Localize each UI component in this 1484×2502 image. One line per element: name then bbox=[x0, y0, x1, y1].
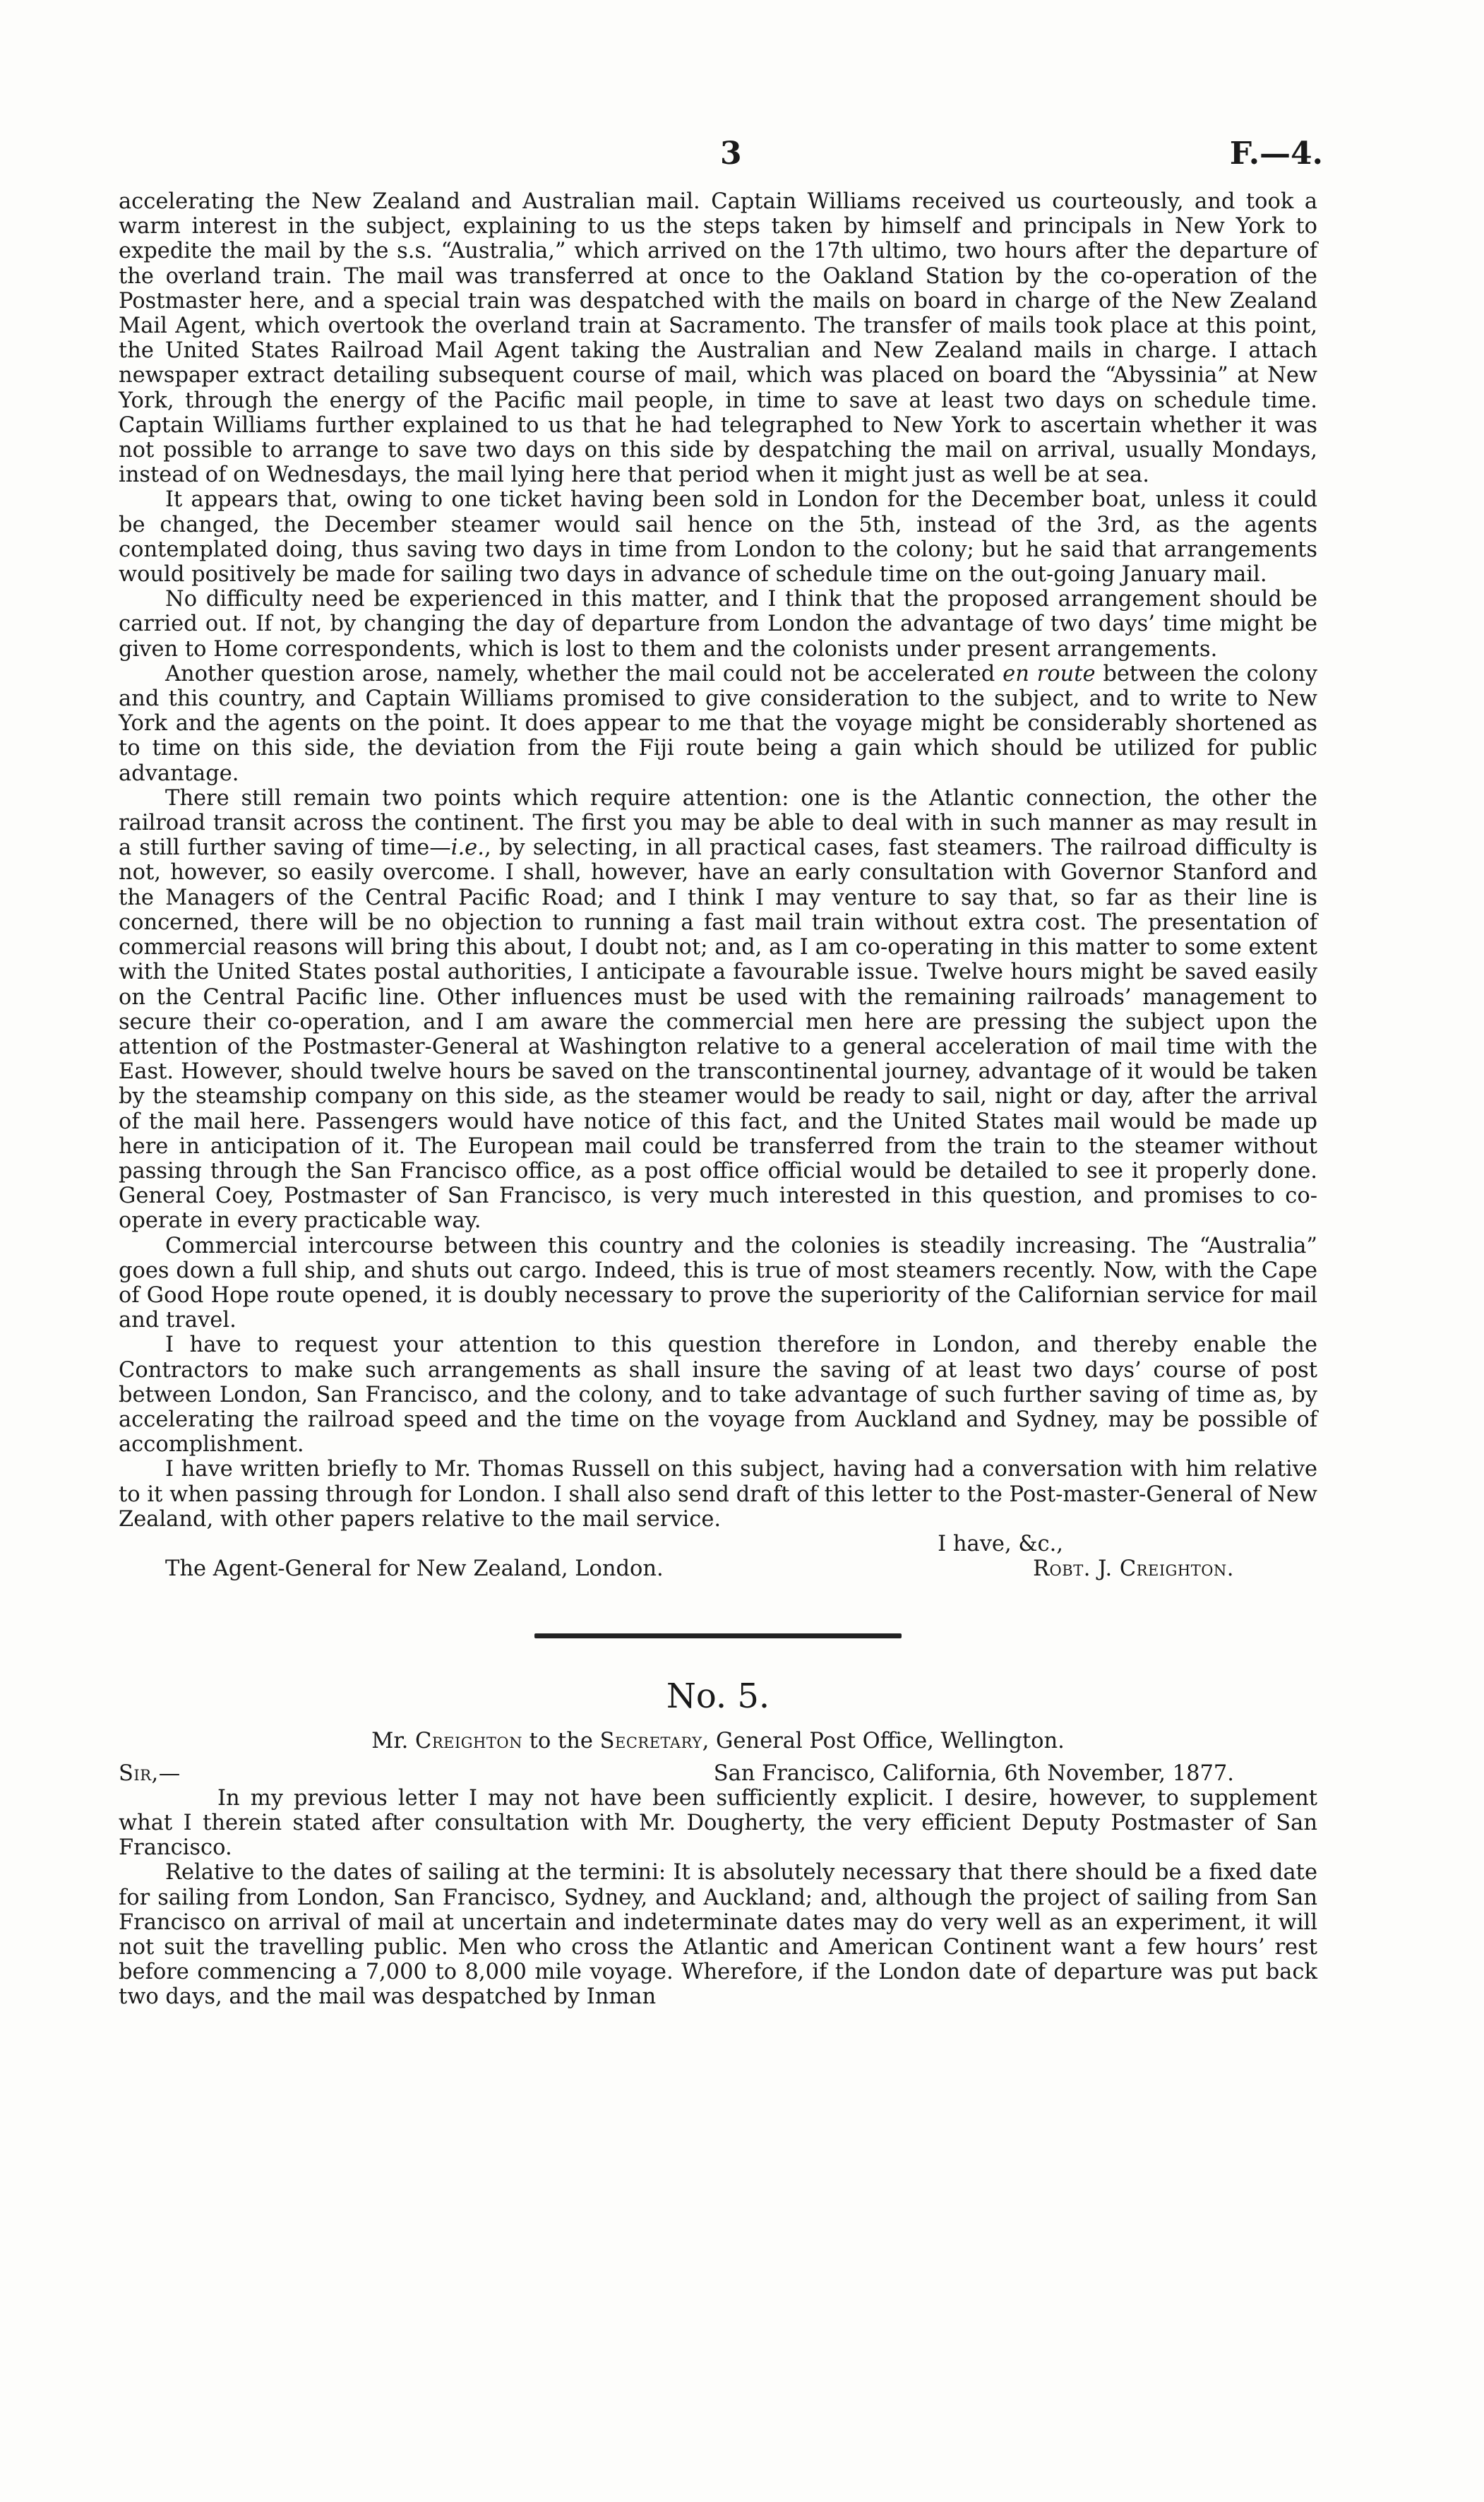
letter-5-paragraph-1: In my previous letter I may not have been sufficiently explicit. I desire, however, to supplement what I therein stated after consultation with Mr. Dougherty, the very efficient Deputy Postmaster of San Francisco. bbox=[119, 1785, 1317, 1861]
subheading-to: to the bbox=[522, 1729, 600, 1754]
italic-en-route: en route bbox=[1003, 661, 1096, 686]
letter-no-5 bbox=[119, 1676, 1317, 2009]
letter-subheading bbox=[119, 1729, 1317, 1753]
page-header bbox=[0, 136, 1484, 178]
letter-no-4-continuation bbox=[119, 189, 1317, 1581]
closing-formula: I have, &c., bbox=[938, 1531, 1063, 1556]
signature-row bbox=[119, 1556, 1317, 1581]
paragraph-6: Commercial intercourse between this country and the colonies is steadily increasing. The “Australia” goes down a full ship, and shuts out cargo. Indeed, this is true of most steamers recently. Now, with the Cape of Good Hope route opened, it is doubly necessary to prove the superiority of the Californian service for mail and travel. bbox=[119, 1233, 1317, 1333]
salutation-row bbox=[119, 1761, 1317, 1786]
page-number: 3 bbox=[720, 136, 742, 172]
paragraph-5-start: There still remain two points which require attention: one is the Atlantic connection, the other the railroad transit across the continent. The first you may be able to deal with in such manner as may result in a still further saving of time— bbox=[119, 785, 1317, 861]
subheading-recipient: Secretary bbox=[599, 1729, 702, 1754]
paragraph-4-end: between the colony and this country, and Captain Williams promised to give consideration to the subject, and to write to New York and the agents on the point. It does appear to me that the voyage might be considerably shortened as to time on this side, the deviation from the Fiji route being a gain which should be utilized for public advantage. bbox=[119, 661, 1318, 786]
italic-ie: i.e. bbox=[450, 835, 484, 861]
document-reference: F.—4. bbox=[1229, 136, 1323, 172]
paragraph-5-end: , by selecting, in all practical cases, fast steamers. The railroad difficulty is not, however, so easily overcome. I shall, however, have an early consultation with Governor Stanford and the Managers of the Central Pacific Road; and I think I may venture to say that, so far as their line is concerned, there will be no objection to running a fast mail train without extra cost. The presentation of commercial reasons will bring this about, I doubt not; and, as I am co-operating in this matter to some extent with the United States postal authorities, I anticipate a favourable issue. Twelve hours might be saved easily on the Central Pacific line. Other influences must be used with the remaining railroads’ management to secure their co-operation, and I am aware the commercial men here are pressing the subject upon the attention of the Postmaster-General at Washington relative to a general acceleration of mail time with the East. However, should twelve hours be saved on the transcontinental journey, advantage of it would be taken by the steamship company on this side, as the steamer would be ready to sail, night or day, after the arrival of the mail here. Passengers would have notice of this fact, and the United States mail would be made up here in anticipation of it. The European mail could be transferred from the train to the steamer without passing through the San Francisco office, as a post office official would be detailed to see it properly done. General Coey, Postmaster of San Francisco, is very much interested in this question, and promises to co-operate in every practicable way. bbox=[119, 835, 1317, 1234]
paragraph-8: I have written briefly to Mr. Thomas Russell on this subject, having had a conversation with him relative to it when passing through for London. I shall also send draft of this letter to the Post-master-General of New Zealand, with other papers relative to the mail service. bbox=[119, 1457, 1317, 1532]
addressee: The Agent-General for New Zealand, London. bbox=[165, 1556, 664, 1582]
place-date: San Francisco, California, 6th November, 1877. bbox=[713, 1761, 1234, 1786]
section-divider bbox=[534, 1633, 902, 1638]
paragraph-4-start: Another question arose, namely, whether the mail could not be accelerated bbox=[165, 661, 1003, 686]
subheading-rest: , General Post Office, Wellington. bbox=[702, 1729, 1065, 1754]
subheading-sender: Creighton bbox=[415, 1729, 522, 1754]
paragraph-7: I have to request your attention to this question therefore in London, and thereby enable the Contractors to make such arrangements as shall insure the saving of at least two days’ course of post between London, San Francisco, and the colony, and to take advantage of such further saving of time as, by accelerating the railroad speed and the time on the voyage from Auckland and Sydney, may be possible of accomplishment. bbox=[119, 1333, 1317, 1458]
salutation: Sir,— bbox=[119, 1761, 181, 1786]
letter-number-heading: No. 5. bbox=[666, 1676, 770, 1717]
paragraph-4 bbox=[119, 662, 1317, 786]
signature: Robt. J. Creighton. bbox=[1033, 1556, 1234, 1582]
page-body bbox=[119, 189, 1317, 2010]
paragraph-1: accelerating the New Zealand and Australian mail. Captain Williams received us courteously, and took a warm interest in the subject, explaining to us the steps taken by himself and principals in New York to expedite the mail by the s.s. “Australia,” which arrived on the 17th ultimo, two hours after the departure of the overland train. The mail was transferred at once to the Oakland Station by the co-operation of the Postmaster here, and a special train was despatched with the mails on board in charge of the New Zealand Mail Agent, which overtook the overland train at Sacramento. The transfer of mails took place at this point, the United States Railroad Mail Agent taking the Australian and New Zealand mails in charge. I attach newspaper extract detailing subsequent course of mail, which was placed on board the “Abyssinia” at New York, through the energy of the Pacific mail people, in time to save at least two days on schedule time. Captain Williams further explained to us that he had telegraphed to New York to ascertain whether it was not possible to arrange to save two days on this side by despatching the mail on arrival, usually Mondays, instead of on Wednesdays, the mail lying here that period when it might just as well be at sea. bbox=[119, 189, 1317, 488]
letter-5-paragraph-2: Relative to the dates of sailing at the termini: It is absolutely necessary that there should be a fixed date for sailing from London, San Francisco, Sydney, and Auckland; and, although the project of sailing from San Francisco on arrival of mail at uncertain and indeterminate dates may do very well as an experiment, it will not suit the travelling public. Men who cross the Atlantic and American Continent want a few hours’ rest before commencing a 7,000 to 8,000 mile voyage. Wherefore, if the London date of departure was put back two days, and the mail was despatched by Inman bbox=[119, 1860, 1317, 2010]
paragraph-2: It appears that, owing to one ticket having been sold in London for the December boat, unless it could be changed, the December steamer would sail hence on the 5th, instead of the 3rd, as the agents contemplated doing, thus saving two days in time from London to the colony; but he said that arrangements would positively be made for sailing two days in advance of schedule time on the out-going January mail. bbox=[119, 487, 1317, 588]
paragraph-3: No difficulty need be experienced in this matter, and I think that the proposed arrangement should be carried out. If not, by changing the day of departure from London the advantage of two days’ time might be given to Home correspondents, which is lost to them and the colonists under present arrangements. bbox=[119, 587, 1317, 662]
paragraph-5 bbox=[119, 786, 1317, 1234]
subheading-mr: Mr. bbox=[371, 1729, 415, 1754]
